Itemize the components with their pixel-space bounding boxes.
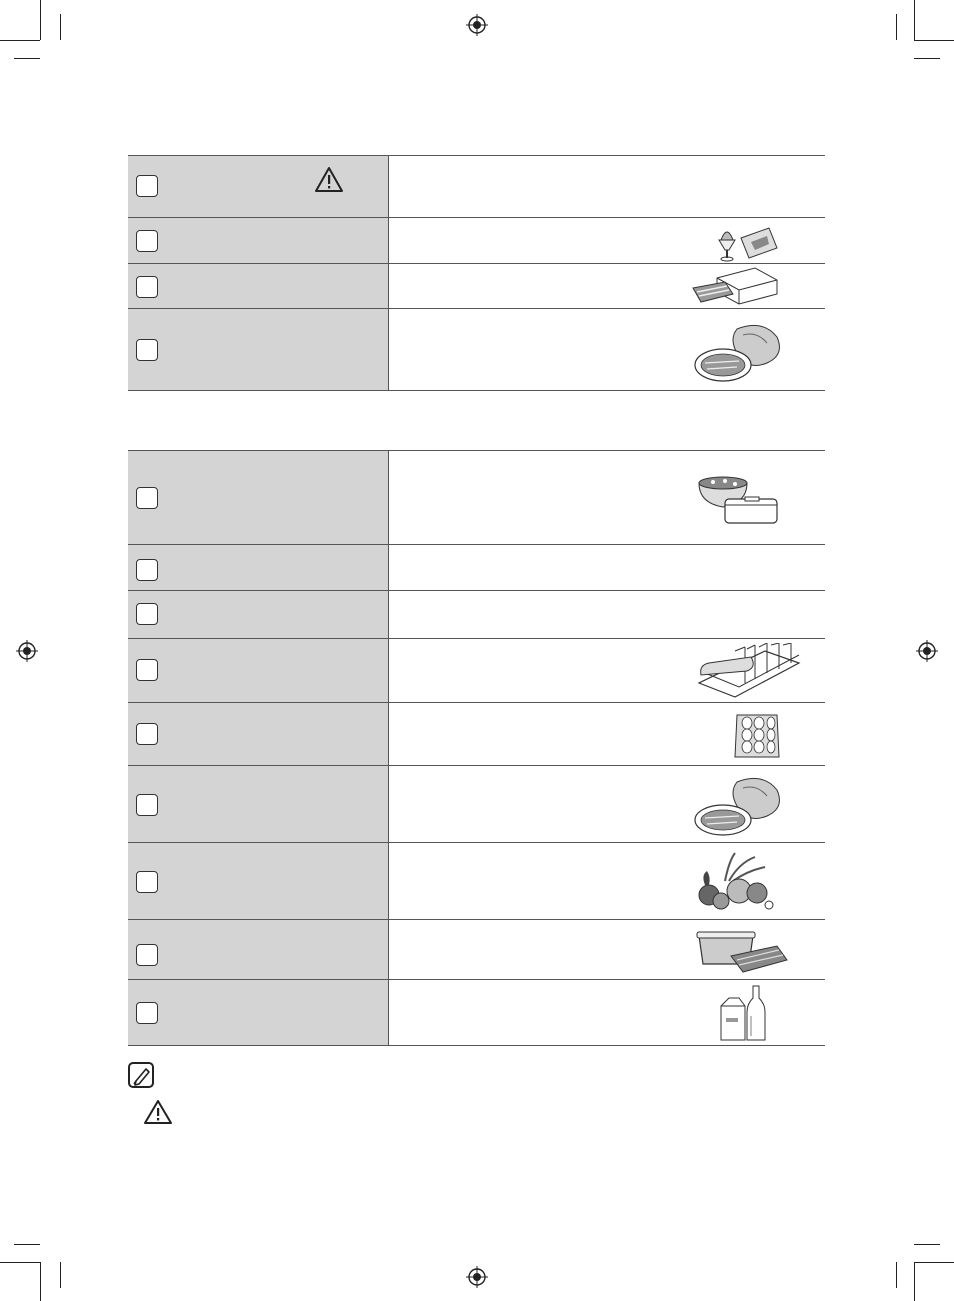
number-box bbox=[136, 230, 158, 252]
number-box bbox=[136, 1002, 158, 1024]
registration-target-icon bbox=[466, 14, 488, 36]
salad-bowl-and-container-icon bbox=[695, 473, 785, 527]
number-box bbox=[136, 339, 158, 361]
warning-triangle-icon bbox=[314, 166, 344, 193]
registration-target-icon bbox=[916, 640, 938, 662]
number-box bbox=[136, 659, 158, 681]
table-row bbox=[128, 155, 825, 218]
table-row bbox=[128, 217, 825, 264]
number-box bbox=[136, 944, 158, 966]
table-row bbox=[128, 842, 825, 920]
table-row bbox=[128, 308, 825, 391]
table-row bbox=[128, 919, 825, 980]
table-row bbox=[128, 590, 825, 639]
number-box bbox=[136, 276, 158, 298]
note-pencil-icon bbox=[128, 1062, 154, 1088]
egg-tray-icon bbox=[733, 707, 781, 763]
food-container-and-pack-icon bbox=[695, 928, 791, 976]
meat-and-fish-icon bbox=[693, 774, 783, 838]
number-box bbox=[136, 871, 158, 893]
meat-and-fish-icon bbox=[693, 321, 783, 385]
warning-triangle-icon bbox=[143, 1099, 173, 1125]
table-row bbox=[128, 450, 825, 545]
ice-cream-and-frozen-pack-icon bbox=[711, 220, 781, 264]
wine-rack-icon bbox=[695, 643, 801, 701]
table-row bbox=[128, 263, 825, 309]
vegetables-and-fruit-icon bbox=[695, 851, 779, 915]
number-box bbox=[136, 559, 158, 581]
table-row bbox=[128, 702, 825, 766]
table-row bbox=[128, 765, 825, 843]
frozen-food-boxes-icon bbox=[689, 264, 785, 308]
fridge-table bbox=[128, 450, 825, 1045]
registration-target-icon bbox=[16, 640, 38, 662]
table-row bbox=[128, 544, 825, 591]
number-box bbox=[136, 794, 158, 816]
number-box bbox=[136, 603, 158, 625]
number-box bbox=[136, 487, 158, 509]
number-box bbox=[136, 723, 158, 745]
table-row bbox=[128, 638, 825, 703]
registration-target-icon bbox=[466, 1266, 488, 1288]
milk-carton-and-bottle-icon bbox=[717, 982, 773, 1044]
table-row bbox=[128, 979, 825, 1046]
number-box bbox=[136, 175, 158, 197]
freezer-table bbox=[128, 155, 825, 390]
